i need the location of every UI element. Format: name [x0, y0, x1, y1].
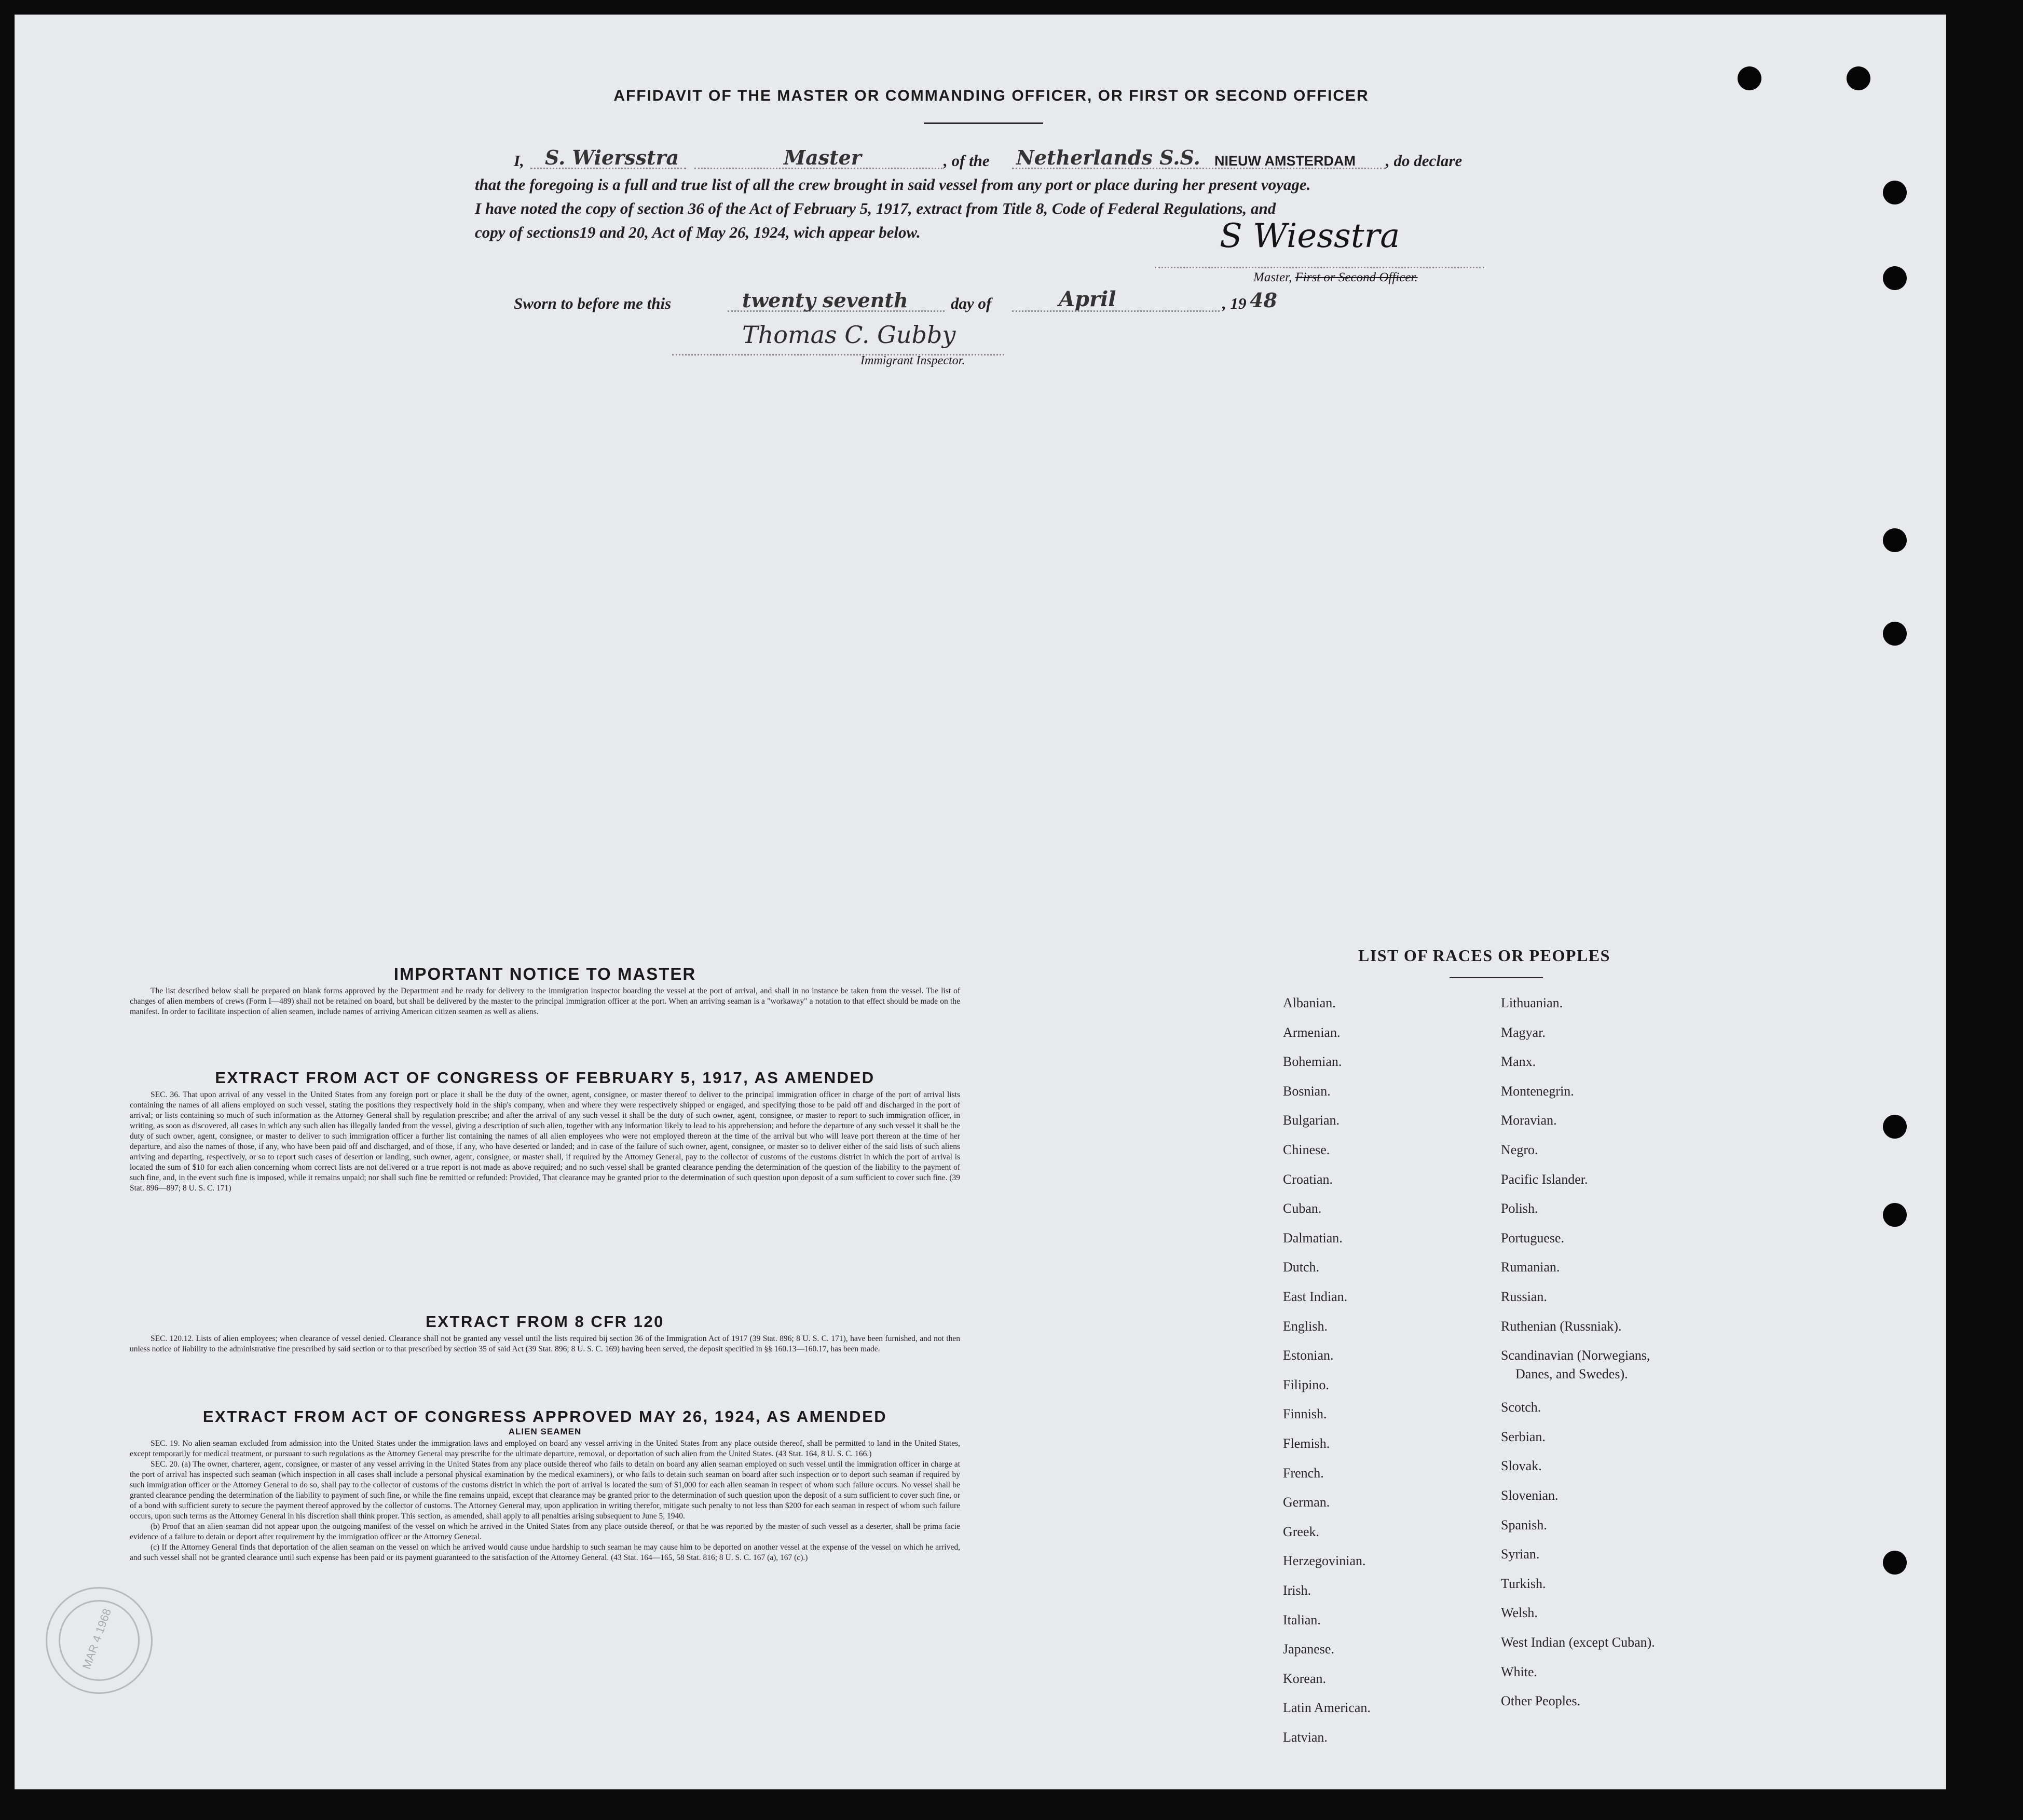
race-item: Italian.	[1283, 1612, 1321, 1627]
binder-hole	[1883, 528, 1907, 552]
race-item: Flemish.	[1283, 1436, 1330, 1451]
race-item: Magyar.	[1501, 1024, 1546, 1040]
race-item: Polish.	[1501, 1201, 1538, 1216]
affidavit-line-1	[514, 146, 1510, 173]
race-item: Montenegrin.	[1501, 1083, 1574, 1099]
race-item: Manx.	[1501, 1054, 1536, 1070]
race-item: Dutch.	[1283, 1260, 1320, 1275]
race-item: French.	[1283, 1465, 1324, 1481]
race-item: Danes, and Swedes).	[1515, 1366, 1628, 1382]
race-item: East Indian.	[1283, 1289, 1348, 1304]
race-item: English.	[1283, 1318, 1328, 1334]
race-item: Welsh.	[1501, 1605, 1538, 1621]
race-item: Japanese.	[1283, 1641, 1334, 1657]
race-item: Lithuanian.	[1501, 995, 1563, 1010]
race-item: Latin American.	[1283, 1700, 1371, 1716]
race-item: Filipino.	[1283, 1377, 1329, 1392]
binder-hole	[1847, 66, 1870, 90]
race-item: Ruthenian (Russniak).	[1501, 1318, 1622, 1334]
sworn-day: twenty seventh	[742, 289, 908, 312]
sec-20b: (b) Proof that an alien seaman did not appear upon the outgoing manifest of the vessel on which he arrived in the United States from any place outside thereof, or that he was reported by the master of such vessel as a deserter, shall be prima facie evidence of a failure to detain or deport after requirement by the immigration officer or the Attorney General.	[130, 1522, 960, 1541]
master-name: S. Wiersstra	[545, 146, 679, 169]
race-item: Albanian.	[1283, 995, 1336, 1010]
year-suffix: 48	[1250, 289, 1277, 312]
rank: Master	[784, 146, 862, 169]
race-item: Estonian.	[1283, 1348, 1334, 1363]
day-of-label: day of	[951, 294, 992, 312]
affidavit-line-2: that the foregoing is a full and true list of all the crew brought in said vessel from any port or place during her present voyage.	[475, 175, 1311, 194]
extract-1917-title: EXTRACT FROM ACT OF CONGRESS OF FEBRUARY 5, 1917, AS AMENDED	[215, 1069, 875, 1087]
binder-hole	[1883, 1115, 1907, 1139]
race-item: White.	[1501, 1664, 1538, 1679]
affidavit-title: AFFIDAVIT OF THE MASTER OR COMMANDING OFFICER, OR FIRST OR SECOND OFFICER	[613, 87, 1369, 104]
race-item: Russian.	[1501, 1289, 1547, 1304]
race-item: Irish.	[1283, 1583, 1311, 1598]
i-label: I,	[514, 152, 524, 170]
race-item: Slovak.	[1501, 1458, 1542, 1474]
race-item: Turkish.	[1501, 1576, 1546, 1591]
race-item: Slovenian.	[1501, 1488, 1559, 1503]
race-item: Korean.	[1283, 1671, 1327, 1686]
race-item: Croatian.	[1283, 1171, 1333, 1187]
affidavit-line-3: I have noted the copy of section 36 of the Act of February 5, 1917, extract from Title 8, Code of Federal Regulations, and	[475, 199, 1276, 217]
of-the-label: , of the	[944, 152, 990, 170]
race-item: Finnish.	[1283, 1406, 1327, 1422]
binder-hole	[1883, 1203, 1907, 1227]
race-item: Portuguese.	[1501, 1230, 1565, 1246]
race-item: Chinese.	[1283, 1142, 1330, 1157]
races-title: LIST OF RACES OR PEOPLES	[1358, 946, 1610, 965]
binder-hole	[1738, 66, 1761, 90]
race-item: Syrian.	[1501, 1547, 1540, 1562]
races-rule	[1450, 977, 1543, 978]
race-item: Bohemian.	[1283, 1054, 1342, 1070]
binder-hole	[1883, 622, 1907, 646]
race-item: Greek.	[1283, 1524, 1320, 1539]
binder-hole	[1883, 1551, 1907, 1575]
sworn-prefix: Sworn to before me this	[514, 294, 672, 312]
race-item: Pacific Islander.	[1501, 1171, 1588, 1187]
affidavit-line-4: copy of sections19 and 20, Act of May 26, 1924, wich appear below.	[475, 223, 921, 241]
inspector-signature: Thomas C. Gubby	[742, 321, 956, 349]
race-item: Scotch.	[1501, 1400, 1541, 1415]
race-item: Dalmatian.	[1283, 1230, 1343, 1246]
sec-20c: (c) If the Attorney General finds that deportation of the alien seaman on the vessel on which he arrived would cause undue hardship to such seaman he may cause him to be deported on another vessel at the expense of the vessel on which he arrived, and such vessel shall not be granted clearance until such expense has been paid or its payment guaranteed to the satisfaction of the Attorney General. (43 Stat. 164—165, 58 Stat. 816; 8 U. S. C. 167 (a), 167 (c).)	[130, 1543, 960, 1562]
race-item: Herzegovinian.	[1283, 1553, 1366, 1569]
race-item: Negro.	[1501, 1142, 1538, 1157]
race-item: Scandinavian (Norwegians,	[1501, 1348, 1650, 1363]
race-item: Bulgarian.	[1283, 1113, 1340, 1128]
sworn-month: April	[1059, 287, 1116, 311]
race-item: Bosnian.	[1283, 1083, 1331, 1099]
title-rule	[924, 122, 1043, 124]
race-item: Rumanian.	[1501, 1260, 1560, 1275]
date-stamp-text: MAR 4 1968	[79, 1607, 114, 1671]
binder-hole	[1883, 266, 1907, 290]
sec-20a: SEC. 20. (a) The owner, charterer, agent, consignee, or master of any vessel arriving in the United States from any place outside thereof who fails to detain on board any alien seaman employed on such vessel until the immigration officer in charge at the port of arrival has inspected such seaman (which inspection in all cases shall include a personal physical examination by the medical examiners), or who fails to detain such seaman on board after such inspection or to deport such seaman if required by such immigration officer or the Attorney General to do so, shall pay to the collector of customs of the customs district in which the port of arrival is located the sum of $1,000 for each alien seaman in respect of whom such failure occurs. No vessel shall be granted clearance pending the determination of the liability to payment of such fine, or while the fine remains unpaid, except that clearance may be granted prior to the determination of such question upon the deposit of a sum sufficient to cover such fine, or of a bond with sufficient surety to secure the payment thereof approved by the collector of customs. The Attorney General may, upon application in writing therefor, mitigate such penalty to not less than $200 for each seaman in respect of whom such failure occurs, upon such terms as the Attorney General in his discretion shall think proper. This section, as amended, shall apply to all penalties arising subsequent to June 5, 1940.	[130, 1460, 960, 1521]
extract-1924-body	[130, 1439, 960, 1563]
master-signature: S Wiesstra	[1220, 217, 1400, 255]
signature-caption: Master, First or Second Officer.	[1253, 270, 1418, 284]
extract-8cfr-body: SEC. 120.12. Lists of alien employees; when clearance of vessel denied. Clearance shall not be granted any vessel until the lists required bij section 36 of the Immigration Act of 1917 (39 Stat. 896; 8 U. S. C. 171), have been furnished, and not then unless notice of liability to the administrative fine prescribed by said section or to that prescribed by section 35 of said Act (39 Stat. 896; 8 U. S. C. 169) having been served, the deposit specified in §§ 160.13—160.17, has been made.	[130, 1334, 960, 1353]
nationality: Netherlands S.S.	[1016, 146, 1200, 169]
race-item: Cuban.	[1283, 1201, 1322, 1216]
binder-hole	[1883, 181, 1907, 204]
declare-label: , do declare	[1386, 152, 1462, 170]
extract-1917-body: SEC. 36. That upon arrival of any vessel in the United States from any foreign port or place it shall be the duty of the owner, agent, consignee, or master thereof to deliver to the principal immigration officer in charge of the port of arrival lists containing the names of all aliens employed on such vessel, stating the positions they respectively hold in the ship's company, when and where they were respectively shipped or engaged, and specifying those to be paid off and discharged in the port of arrival; or lists containing so much of such information as the Attorney General shall by regulation prescribe; and after the arrival of any such vessel it shall be the duty of such owner, agent, consignee, or master to report to such immigration officer, in writing, as soon as discovered, all cases in which any such alien has illegally landed from the vessel, giving a description of such alien, together with any information likely to lead to his apprehension; and before the departure of any such vessel it shall be the duty of such owner, agent, consignee, or master to deliver to such immigration officer a further list containing the names of all alien employees who were not employed thereon at the time of the arrival but who will leave port thereon at the time of her departure, and also the names of those, if any, who have been paid off and discharged, and of those, if any, who have deserted or landed; and in case of the failure of such owner, agent, consignee, or master so to deliver either of the said lists of such aliens arriving and departing, respectively, or so to report such cases of desertion or landing, such owner, agent, consignee, or master shall, if required by the Attorney General, pay to the collector of customs of the customs district in which the port of arrival is located the sum of $10 for each alien concerning whom correct lists are not delivered or a true report is not made as above required; and no such vessel shall be granted clearance pending the determination of the question of the liability to the payment of such fine, and, in the event such fine is imposed, while it remains unpaid; nor shall such fine be remitted or refunded: Provided, That clearance may be granted prior to the determination of such question upon deposit of a sum sufficient to cover such fine. (39 Stat. 896—897; 8 U. S. C. 171)	[130, 1090, 960, 1193]
race-item: Moravian.	[1501, 1113, 1557, 1128]
race-item: West Indian (except Cuban).	[1501, 1635, 1655, 1650]
race-item: Other Peoples.	[1501, 1693, 1581, 1709]
race-item: Serbian.	[1501, 1429, 1546, 1444]
race-item: German.	[1283, 1495, 1330, 1510]
inspector-caption: Immigrant Inspector.	[860, 354, 965, 367]
race-item: Armenian.	[1283, 1024, 1341, 1040]
race-item: Spanish.	[1501, 1517, 1547, 1532]
sec-19: SEC. 19. No alien seaman excluded from admission into the United States under the immigration laws and employed on board any vessel arriving in the United States from any place outside thereof, shall be permitted to land in the United States, except temporarily for medical treatment, or pursuant to such regulations as the Attorney General may prescribe for the ultimate departure, removal, or deportation of such alien from the United States. (43 Stat. 164, 8 U. S. C. 166.)	[130, 1439, 960, 1458]
notice-body: The list described below shall be prepared on blank forms approved by the Department and be ready for delivery to the immigration inspector boarding the vessel at the port of arrival, and shall in no instance be taken from the vessel. The list of changes of alien members of crews (Form I—489) shall not be retained on board, but shall be delivered by the master to the principal immigration officer at the port. When an arriving seaman is a "workaway" a notation to that effect should be made on the manifest. In order to facilitate inspection of alien seamen, include names of arriving American citizen seamen as well as aliens.	[130, 987, 960, 1016]
sworn-line	[514, 287, 1355, 318]
extract-1924-subtitle: ALIEN SEAMEN	[508, 1427, 582, 1436]
extract-1924-title: EXTRACT FROM ACT OF CONGRESS APPROVED MAY 26, 1924, AS AMENDED	[202, 1407, 887, 1426]
year-prefix: , 19	[1222, 294, 1247, 312]
notice-title: IMPORTANT NOTICE TO MASTER	[393, 964, 696, 983]
extract-8cfr-title: EXTRACT FROM 8 CFR 120	[426, 1312, 664, 1331]
vessel-name-stamp: NIEUW AMSTERDAM	[1214, 153, 1356, 169]
race-item: Latvian.	[1283, 1730, 1328, 1745]
